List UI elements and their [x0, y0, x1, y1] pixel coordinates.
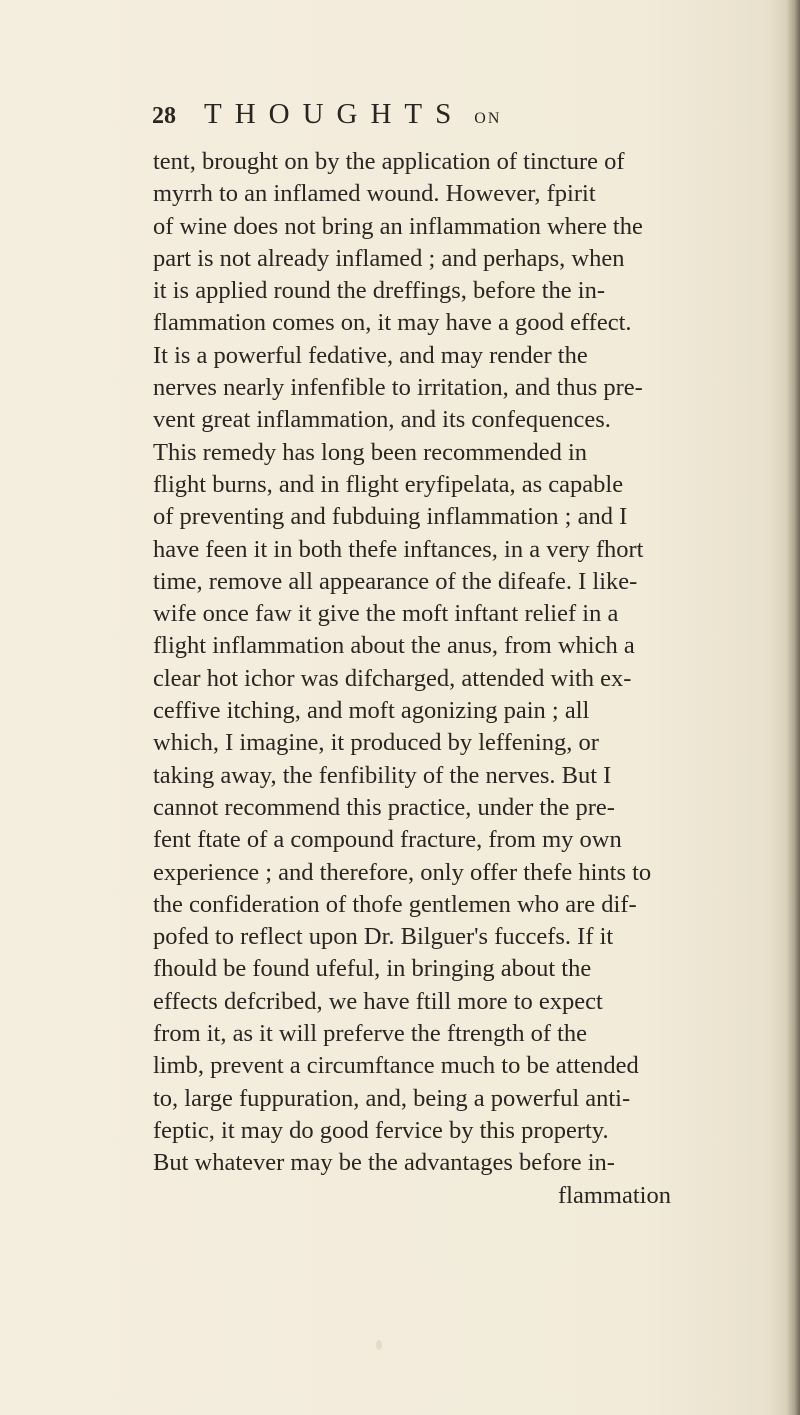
text-line: But whatever may be the advantages before in- — [153, 1149, 615, 1177]
running-head — [152, 98, 712, 138]
text-line: which, I imagine, it produced by leffening, or — [153, 729, 599, 757]
text-line: tent, brought on by the application of tincture of — [153, 148, 625, 175]
text-line: effects defcribed, we have ftill more to expect — [153, 987, 603, 1015]
text-line: ceffive itching, and moft agonizing pain ; all — [153, 697, 590, 725]
body-text — [153, 146, 793, 1212]
text-line: from it, as it will preferve the ftrength of the — [153, 1020, 588, 1048]
text-line: clear hot ichor was difcharged, attended with ex- — [153, 664, 632, 692]
text-line: of preventing and fubduing inflammation ; and I — [153, 503, 628, 531]
text-line: feptic, it may do good fervice by this property. — [153, 1116, 609, 1144]
text-line: limb, prevent a circumftance much to be attended — [153, 1052, 639, 1080]
text-line: nerves nearly infenfible to irritation, and thus pre- — [153, 374, 643, 402]
page-number: 28 — [152, 103, 176, 129]
text-line: wife once faw it give the moft inftant relief in a — [153, 600, 619, 628]
text-line: It is a powerful fedative, and may render the — [153, 341, 588, 369]
text-line: part is not already inflamed ; and perhaps, when — [153, 244, 625, 272]
text-line: experience ; and therefore, only offer thefe hints to — [153, 858, 652, 886]
text-line: the confideration of thofe gentlemen who are dif- — [153, 890, 637, 918]
text-line: This remedy has long been recommended in — [153, 438, 588, 466]
running-head-subtitle: ON — [474, 110, 502, 127]
text-line: vent great inflammation, and its confequences. — [153, 406, 611, 434]
text-line: fent ftate of a compound fracture, from my own — [153, 826, 622, 854]
text-line: it is applied round the dreffings, before the in- — [153, 277, 605, 305]
text-line: of wine does not bring an inflammation where the — [153, 212, 643, 240]
text-line: pofed to reflect upon Dr. Bilguer's fuccefs. If it — [153, 923, 614, 951]
text-line: fhould be found ufeful, in bringing about the — [153, 955, 592, 983]
running-head-title: THOUGHTS — [204, 98, 465, 130]
text-line: flight burns, and in flight eryfipelata, as capable — [153, 470, 624, 498]
paper-foxing-spot — [376, 1340, 382, 1350]
text-line: flight inflammation about the anus, from which a — [153, 632, 635, 660]
text-line: flammation comes on, it may have a good effect. — [153, 309, 632, 337]
text-line: to, large fuppuration, and, being a powerful anti- — [153, 1084, 631, 1112]
text-line: have feen it in both thefe inftances, in a very fhort — [153, 535, 644, 563]
text-line: myrrh to an inflamed wound. However, fpirit — [153, 180, 596, 208]
text-line: cannot recommend this practice, under the pre- — [153, 793, 615, 821]
text-line: taking away, the fenfibility of the nerves. But I — [153, 761, 612, 789]
text-line: time, remove all appearance of the difeafe. I like- — [153, 567, 638, 595]
text-line: flammation — [558, 1181, 671, 1209]
